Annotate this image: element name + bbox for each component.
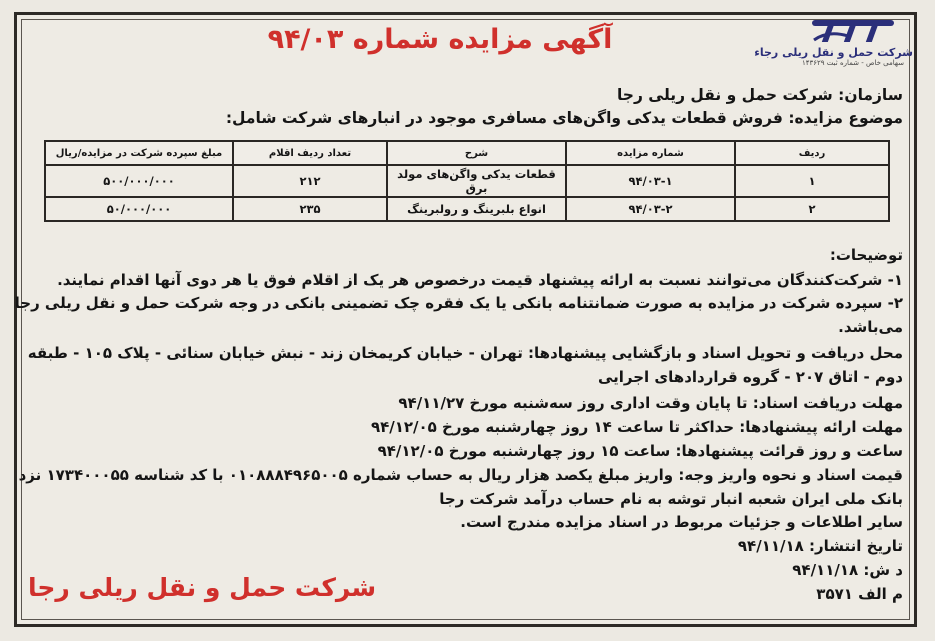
cell-deposit-amount: ۵۰/۰۰۰/۰۰۰ bbox=[45, 197, 233, 221]
note-line: دوم - اتاق ۲۰۷ - گروه قراردادهای اجرایی bbox=[597, 368, 903, 386]
cell-row-number: ۲ bbox=[735, 197, 889, 221]
ds-code: د ش: ۹۴/۱۱/۱۸ bbox=[792, 561, 903, 579]
cell-auction-number: ۹۴/۰۳-۱ bbox=[566, 165, 735, 197]
cell-row-number: ۱ bbox=[735, 165, 889, 197]
table-row bbox=[45, 197, 889, 221]
header-description: شرح bbox=[387, 141, 566, 165]
ad-frame bbox=[14, 12, 917, 627]
note-line: مهلت دریافت اسناد: تا پایان وقت اداری روز سه‌شنبه مورخ ۹۴/۱۱/۲۷ bbox=[398, 394, 903, 412]
cell-item-count: ۲۱۲ bbox=[233, 165, 387, 197]
note-line: می‌باشد. bbox=[838, 318, 903, 336]
logo-company-name: شرکت حمل و نقل ریلی رجاء bbox=[754, 46, 913, 59]
table-header-row bbox=[45, 141, 889, 165]
reference-code: م الف ۳۵۷۱ bbox=[816, 585, 903, 603]
cell-auction-number: ۹۴/۰۳-۲ bbox=[566, 197, 735, 221]
note-line: ساعت و روز قرائت پیشنهادها: ساعت ۱۵ روز چهارشنبه مورخ ۹۴/۱۲/۰۵ bbox=[377, 442, 903, 460]
notes-heading: توضیحات: bbox=[829, 246, 903, 264]
cell-item-count: ۲۳۵ bbox=[233, 197, 387, 221]
note-line: ۲- سپرده شرکت در مزایده به صورت ضمانتنامه بانکی یا یک فقره چک تضمینی بانکی در وجه شرکت حمل و نقل ریلی رجا bbox=[14, 294, 903, 312]
note-line: بانک ملی ایران شعبه انبار توشه به نام حساب درآمد شرکت رجا bbox=[439, 490, 903, 508]
note-line: سایر اطلاعات و جزئیات مربوط در اسناد مزایده مندرج است. bbox=[460, 513, 903, 531]
publish-date: تاریخ انتشار: ۹۴/۱۱/۱۸ bbox=[737, 537, 903, 555]
table-row bbox=[45, 165, 889, 197]
cell-description: انواع بلبرینگ و رولبرینگ bbox=[387, 197, 566, 221]
note-line: مهلت ارائه پیشنهادها: حداکثر تا ساعت ۱۴ روز چهارشنبه مورخ ۹۴/۱۲/۰۵ bbox=[370, 418, 903, 436]
subject-line: موضوع مزایده: فروش قطعات یدکی واگن‌های مسافری موجود در انبارهای شرکت شامل: bbox=[225, 109, 903, 127]
items-table bbox=[44, 140, 890, 222]
logo-tagline: سهامی خاص - شماره ثبت ۱۴۳۶۲۹ bbox=[802, 59, 904, 67]
note-line: محل دریافت و تحویل اسناد و بازگشایی پیشنهادها: تهران - خیابان کریمخان زند - نبش خیابان سنائی - پلاک ۱۰۵ - طبقه bbox=[27, 344, 903, 362]
rail-logo-icon bbox=[808, 14, 898, 44]
organization-line: سازمان: شرکت حمل و نقل ریلی رجا bbox=[616, 86, 903, 104]
company-signature: شرکت حمل و نقل ریلی رجا bbox=[28, 573, 377, 602]
header-auction-number: شماره مزایده bbox=[566, 141, 735, 165]
note-line: قیمت اسناد و نحوه واریز وجه: واریز مبلغ یکصد هزار ریال به حساب شماره ۰۱۰۸۸۸۴۹۶۵۰۰۵ با کد شناسه ۱۷۳۴۰۰۰۵۵ نزد bbox=[18, 466, 903, 484]
header-row-number: ردیف bbox=[735, 141, 889, 165]
note-line: ۱- شرکت‌کنندگان می‌توانند نسبت به ارائه پیشنهاد قیمت درخصوص هر یک از اقلام فوق یا هر دوی آنها اقدام نمایند. bbox=[57, 271, 903, 289]
header-item-count: تعداد ردیف اقلام bbox=[233, 141, 387, 165]
cell-description: قطعات یدکی واگن‌های مولد برق bbox=[387, 165, 566, 197]
ad-title: آگهی مزایده شماره ۹۴/۰۳ bbox=[267, 24, 613, 55]
header-deposit-amount: مبلغ سپرده شرکت در مزایده/ریال bbox=[45, 141, 233, 165]
company-logo bbox=[754, 14, 913, 74]
cell-deposit-amount: ۵۰۰/۰۰۰/۰۰۰ bbox=[45, 165, 233, 197]
